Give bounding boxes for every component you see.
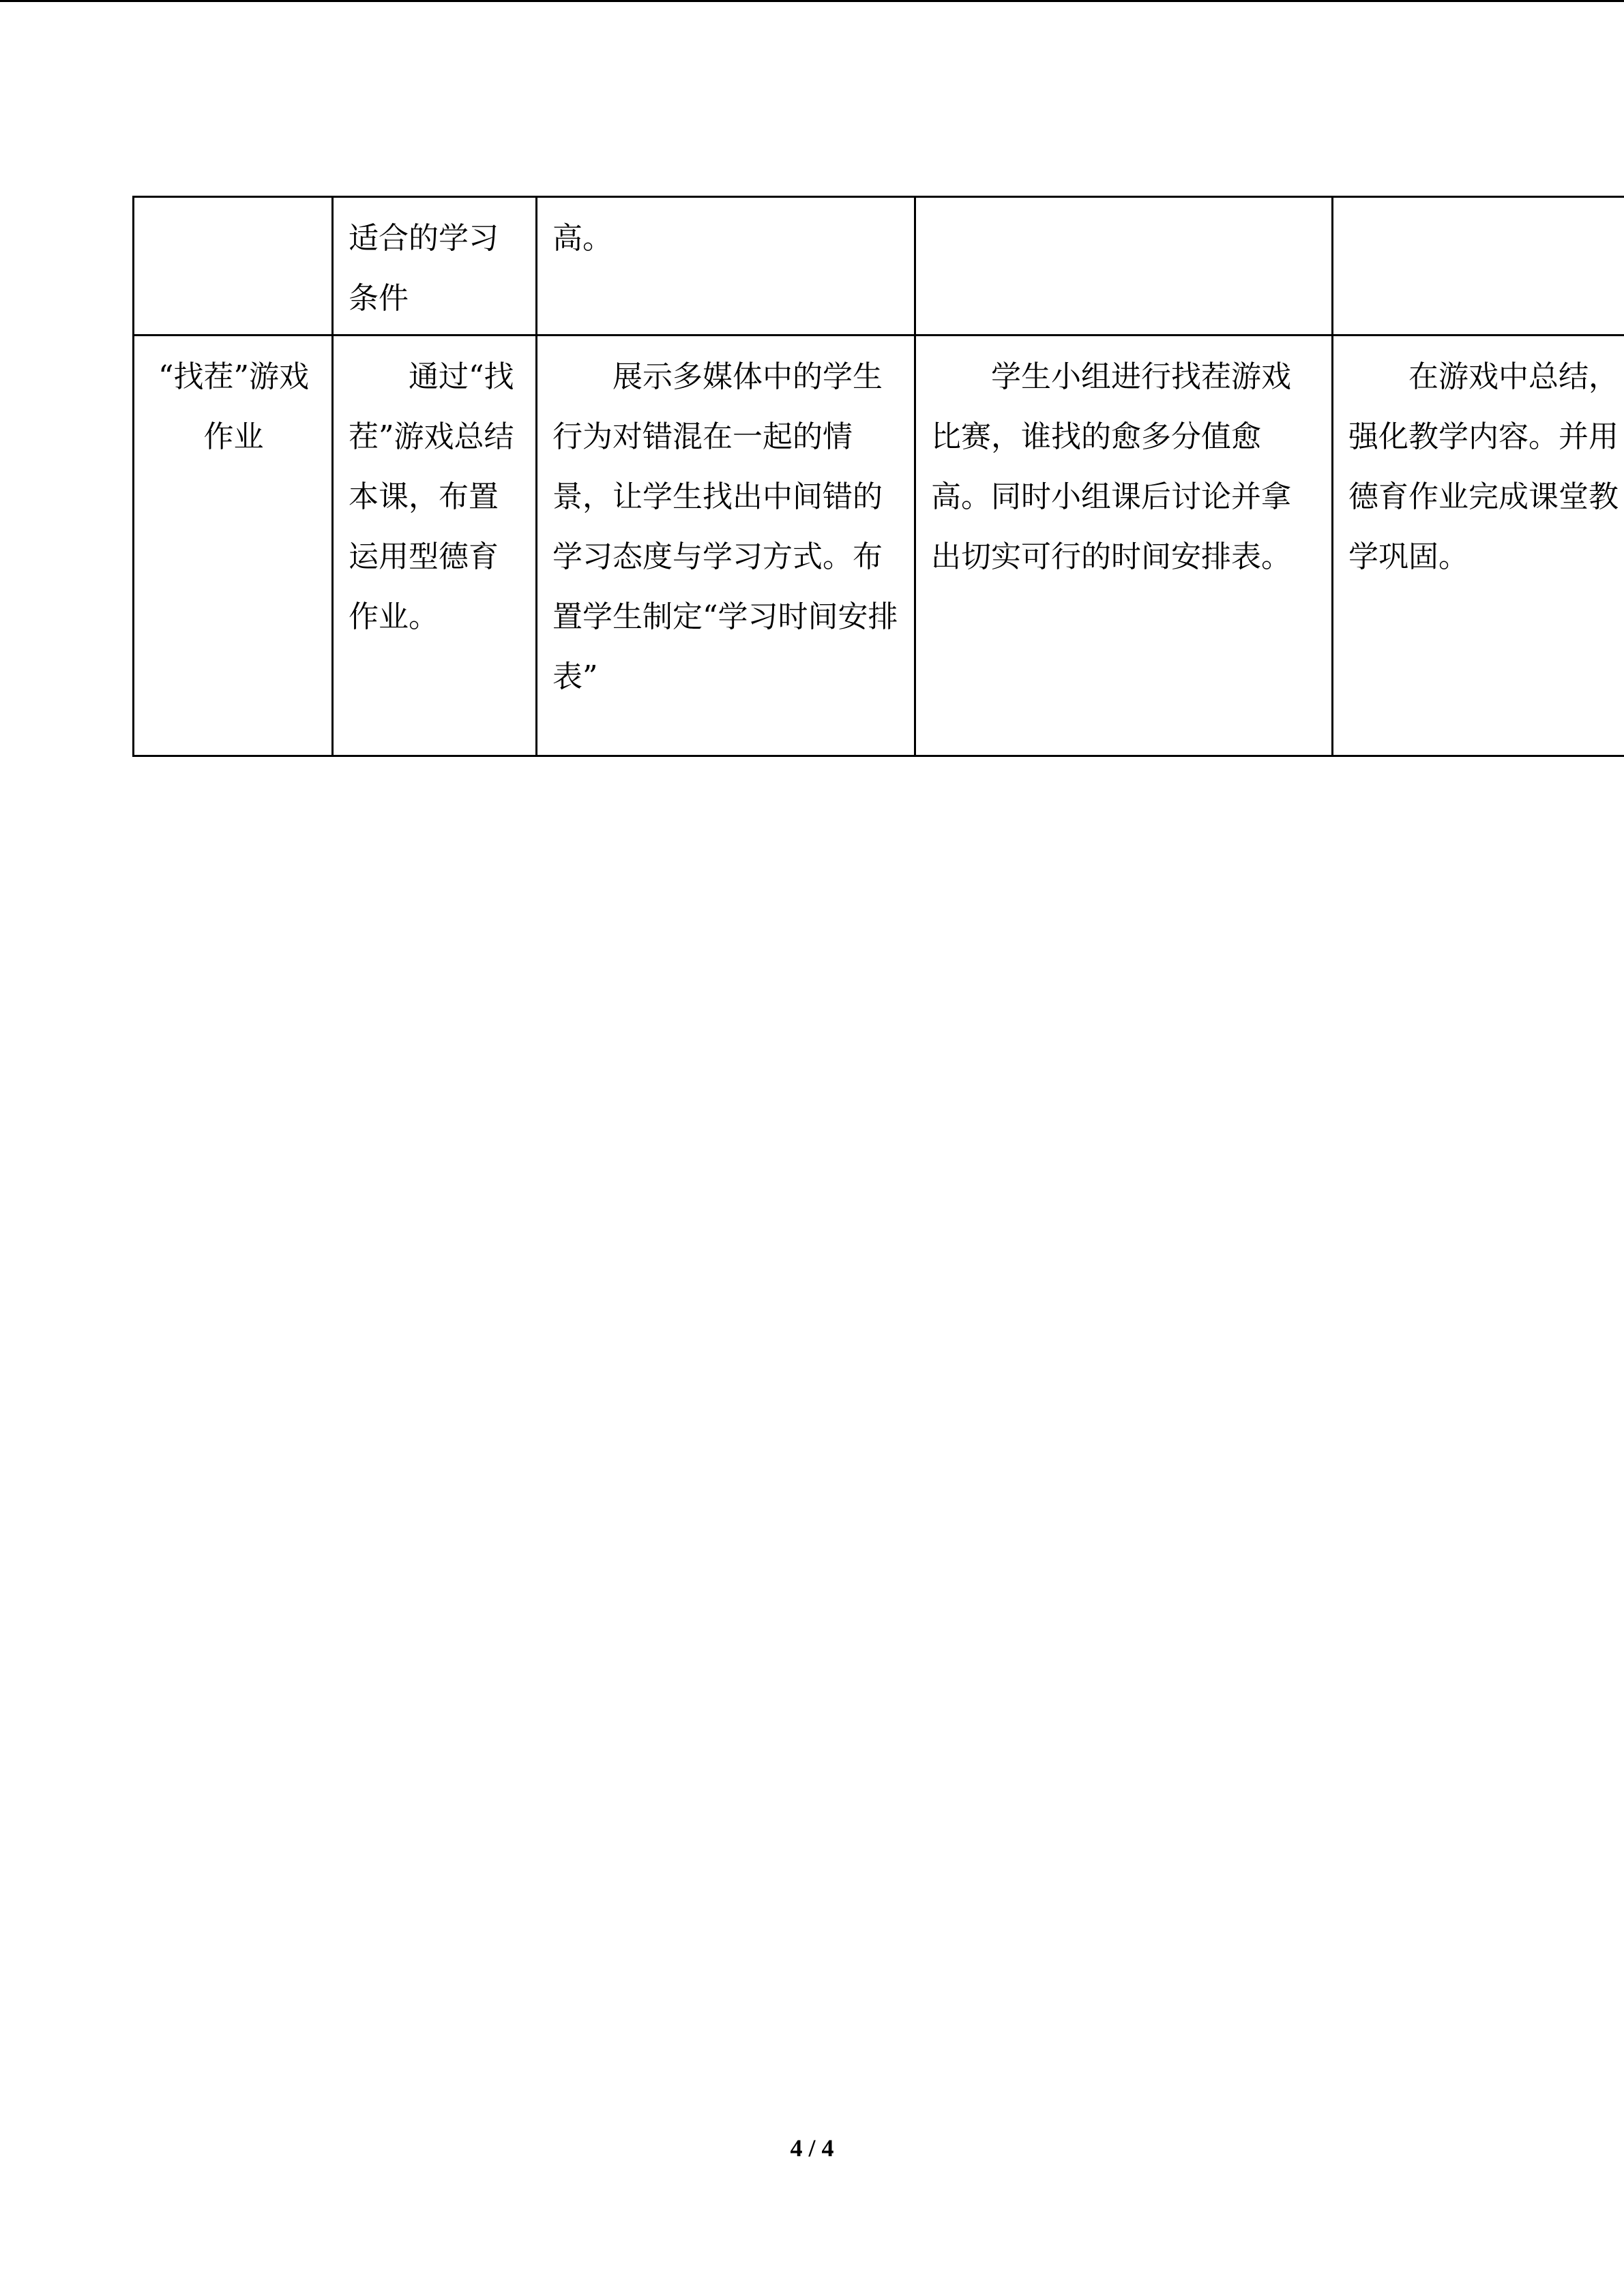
table-row <box>134 197 1624 336</box>
goal-cell <box>333 336 537 756</box>
goal-text: 通过“找茬”游戏总结本课，布置运用型德育作业。 <box>349 359 514 634</box>
stage-text: “找茬”游戏作业 <box>158 359 309 454</box>
stage-cell <box>134 197 333 336</box>
student-activity-cell <box>915 336 1333 756</box>
student-activity-cell <box>915 197 1333 336</box>
teacher-activity-cell <box>537 336 915 756</box>
table-row <box>134 336 1624 756</box>
lesson-plan-table <box>132 196 1624 757</box>
goal-text: 适合的学习条件 <box>349 221 499 316</box>
design-intent-text: 在游戏中总结，强化教学内容。并用德育作业完成课堂教学巩固。 <box>1348 359 1619 574</box>
page-top-border <box>0 0 1624 2</box>
teacher-activity-text: 高。 <box>552 221 612 256</box>
teacher-activity-cell <box>537 197 915 336</box>
student-activity-text: 学生小组进行找茬游戏比赛，谁找的愈多分值愈高。同时小组课后讨论并拿出切实可行的时间安排表。 <box>931 359 1291 574</box>
design-intent-cell <box>1333 197 1624 336</box>
page-number: 4 / 4 <box>790 2134 834 2162</box>
design-intent-cell <box>1333 336 1624 756</box>
teacher-activity-text: 展示多媒体中的学生行为对错混在一起的情景，让学生找出中间错的学习态度与学习方式。布置学生制定“学习时间安排表” <box>552 359 898 694</box>
stage-cell <box>134 336 333 756</box>
goal-cell <box>333 197 537 336</box>
